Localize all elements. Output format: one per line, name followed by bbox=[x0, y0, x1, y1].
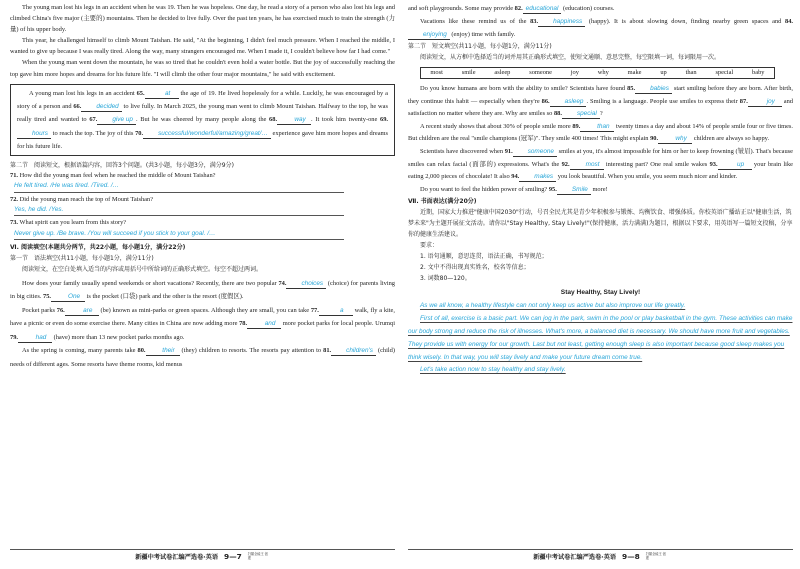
word-bank-item: joy bbox=[570, 69, 579, 76]
answer-73[interactable]: Never give up. /Be brave. /You will succeed if you stick to your goal. /… bbox=[14, 229, 344, 240]
question-list bbox=[10, 171, 395, 240]
part6-section1-instructions: 阅读短文，在空白处填入适当的内容或用括号中所给词的正确形式填空。每空不超过两词。 bbox=[22, 265, 263, 273]
part6-section1: 第一节 语法填空(共11小题，每小题1分，满分11分) bbox=[10, 254, 154, 262]
blank-89[interactable]: than bbox=[580, 122, 614, 132]
page-footer bbox=[408, 549, 793, 562]
blank-67[interactable]: give up bbox=[97, 115, 136, 125]
passage-paragraph: The young man lost his legs in an accident when he was 19. Then he was hopeless. One day, he read a story of a person who also lost his legs and climbed China's five major (主要的) mountains. Then he decided to live fully. Over the past ten years, he has exercised much to train the strength (力量) of his upper body. bbox=[10, 4, 395, 34]
cloze-passage bbox=[408, 83, 793, 196]
writing-prompt: 近期，国家大力推进"健康中国2030"行动，号召全民尤其是青少年积极参与锻炼、均衡饮食、增强体质。你校英语广播站正以"健康生活，筑梦未来"为主题开展征文活动。请你以"Stay Healthy, Stay Lively!"(保持健康，活力满满)为题目，根据以下要求，用英语写一篇短文投稿，分享你的健康生活建议。 bbox=[408, 209, 793, 239]
cloze-paragraph: Do you want to feel the hidden power of smiling? 95. Smile more! bbox=[420, 185, 608, 193]
summary-text: A young man lost his legs in an accident 65. at the age of 19. He lived hopelessly for a while. Luckily, he was encouraged by a story of a person and 66. decided to live fully. In March 2025, the young man went to climb Mount Taishan. Halfway to the top, he was really tired and wanted to 67. give up . But he was cheered by many people along the 68. way . It took him twenty-one 69.hours to reach the top. The joy of this 70. successful/wonderful/amazing/great/… experience gave him more hopes and dreams for his future life. bbox=[17, 89, 389, 150]
section2-heading: 第二节 阅读短文，根据语篇内容，回答3个问题。(共3小题，每小题3分，满分9分) bbox=[10, 162, 234, 170]
word-bank-item: special bbox=[715, 69, 734, 76]
left-page bbox=[10, 0, 395, 569]
blank-85[interactable]: babies bbox=[635, 84, 672, 94]
requirement-item: 2. 文中不得出现真实姓名，校名等信息； bbox=[420, 264, 530, 272]
word-bank-item: why bbox=[597, 69, 609, 76]
section2-heading: 第二节 短文填空(共11小题，每小题1分，满分11分) bbox=[408, 43, 552, 50]
blank-88[interactable]: special bbox=[562, 109, 600, 119]
summary-box bbox=[10, 84, 395, 156]
answer-71[interactable]: He felt tired. /He was tired. /Tired. /… bbox=[14, 181, 344, 192]
blank-82[interactable]: educational bbox=[523, 4, 562, 14]
blank-75[interactable]: One bbox=[51, 292, 85, 302]
word-bank-item: baby bbox=[752, 69, 765, 76]
grammar-continuation bbox=[408, 0, 793, 41]
question-73: 73. What spirit can you learn from this story? bbox=[10, 219, 127, 227]
blank-84[interactable]: enjoying bbox=[408, 30, 450, 40]
blank-74[interactable]: choices bbox=[286, 279, 326, 289]
requirement-item: 1. 语句通顺，意思连贯，语法正确，书写规范； bbox=[420, 253, 548, 261]
blank-76[interactable]: are bbox=[65, 306, 99, 316]
part6-heading: Ⅵ. 阅读填空(本题共分两节，共22小题，每小题1分，满分22分) bbox=[10, 243, 186, 251]
blank-70[interactable]: successful/wonderful/amazing/great/… bbox=[143, 129, 271, 139]
essay-paragraph: Let's take action now to stay healthy and stay lively. bbox=[420, 366, 566, 374]
passage-paragraph: This year, he challenged himself to climb Mount Taishan. He said, "At the beginning, I didn't feel much pressure. When I reached the middle, I wanted to give up because I was really tired. Along the way, many strangers encouraged me. When I made it, I couldn't believe how far I had come." bbox=[10, 37, 395, 56]
footer-title: 新疆中考试卷汇编严选卷·英语 bbox=[135, 553, 219, 561]
grammar-paragraph: How does your family usually spend weekends or short vacations? Recently, there are two popular 74. choices (choice) for parents living in big cities. 75. One is the pocket (口袋) park and the other is the resort (度假区). bbox=[10, 279, 395, 301]
blank-79[interactable]: had bbox=[18, 333, 52, 343]
blank-92[interactable]: most bbox=[570, 160, 604, 170]
blank-86[interactable]: asleep bbox=[550, 97, 587, 107]
cloze-paragraph: A recent study shows that about 30% of people smile more 89. than twenty times a day and about 14% of people smile four or five times. But children are the real "smile champions (冠军)". They smile 400 times! This might explain 90. why children are always so happy. bbox=[408, 122, 793, 143]
essay-answer[interactable] bbox=[408, 300, 793, 377]
blank-78[interactable]: and bbox=[247, 319, 281, 329]
word-bank-item: asleep bbox=[494, 69, 511, 76]
cloze-paragraph: Do you know humans are born with the ability to smile? Scientists have found 85. babies start smiling before they are born. After birth, they continue this habit — especially when they're 86. asleep . Smiling is a language. People use smiles to express their 87. joy and satisfaction no matter where they are. Why are smiles so 88. special ? bbox=[408, 85, 793, 118]
answer-72[interactable]: Yes, he did. /Yes. bbox=[14, 205, 344, 216]
requirement-item: 3. 词数80—120。 bbox=[420, 275, 471, 283]
cloze-paragraph: Scientists have discovered when 91. someone smiles at you, it's almost impossible for him or her to keep frowning (皱眉). That's because smiles can relax facial (面部的) expressions. What's the 92. most interesting part? One real smile wakes 93. up your brain like eating 2,000 pieces of chocolate! It also 94. makes you look beautiful. When you smile, you seem much nicer and kinder. bbox=[408, 147, 793, 181]
scanner-stamp: 扫描全能王 创建 bbox=[645, 552, 666, 560]
passage bbox=[10, 0, 395, 80]
blank-93[interactable]: up bbox=[718, 160, 752, 170]
grammar-paragraph: Pocket parks 76. are (be) known as mini-parks or green spaces. Although they are small, you can take 77. a walk, fly a kite, have a picnic or even do some exercise there. Many cities in China are now adding more 78. and more pocket parks for local people. Urumqi 79. had (have) more than 13 new pocket parks months ago. bbox=[10, 306, 395, 341]
passage-paragraph: When the young man went down the mountain, he was so tired that he couldn't even hold a water bottle. But the joy of successfully reaching the top gave him more hopes and dreams for his future life. "I will climb the other four major mountains," he said with excitement. bbox=[10, 59, 395, 78]
word-bank-item: most bbox=[430, 69, 443, 76]
grammar-paragraph: As the spring is coming, many parents take 80. their (they) children to resorts. The resorts pay attention to 81. children's (child) needs of different ages. Some resorts have theme rooms, kid menus bbox=[10, 347, 395, 368]
word-bank-item: smile bbox=[461, 69, 476, 76]
question-72: 72. Did the young man reach the top of Mount Taishan? bbox=[10, 195, 154, 203]
grammar-paragraph: Vacations like these remind us of the 83. happiness (happy). It is about slowing down, finding nearby green spaces and 84.enjoying (enjoy) time with family. bbox=[408, 15, 793, 41]
blank-68[interactable]: way bbox=[277, 115, 311, 125]
requirements-title: 要求： bbox=[420, 242, 439, 250]
footer-title: 新疆中考试卷汇编严选卷·英语 bbox=[533, 553, 617, 561]
page-number: 9—7 bbox=[224, 551, 242, 561]
blank-83[interactable]: happiness bbox=[538, 17, 585, 27]
word-bank bbox=[420, 67, 775, 79]
blank-94[interactable]: makes bbox=[519, 172, 556, 182]
page-footer bbox=[10, 549, 395, 562]
blank-87[interactable]: joy bbox=[748, 97, 782, 107]
blank-95[interactable]: Smile bbox=[557, 185, 591, 195]
essay-paragraph: As we all know, a healthy lifestyle can not only keep us active but also improve our life greatly. bbox=[420, 302, 686, 310]
blank-80[interactable]: their bbox=[146, 346, 180, 356]
question-71: 71. How did the young man feel when he reached the middle of Mount Taishan? bbox=[10, 172, 216, 180]
blank-90[interactable]: why bbox=[658, 134, 692, 144]
word-bank-item: make bbox=[627, 69, 642, 76]
grammar-passage bbox=[10, 277, 395, 372]
blank-81[interactable]: children's bbox=[331, 346, 376, 356]
part7-heading: Ⅶ. 书面表达(满分20分) bbox=[408, 198, 477, 206]
scanner-stamp: 扫描全能王 创建 bbox=[247, 552, 268, 560]
essay-paragraph: First of all, exercise is a basic part. We can jog in the park, swim in the pool or play basketball in the gym. These activities can make our body strong and reduce the risk of illnesses. What's more, a balanced diet is necessary. We should have more fruit and vegetables. They provide us with energy for our growth. Last but not least, getting enough sleep is also important because good sleep makes you think wisely. In that way, you will stay lively and make your future dream come true. bbox=[408, 315, 793, 361]
word-bank-item: up bbox=[660, 69, 667, 76]
grammar-paragraph: and soft playgrounds. Some may provide 82. educational (education) courses. bbox=[408, 5, 615, 12]
blank-65[interactable]: at bbox=[145, 89, 179, 99]
word-bank-item: someone bbox=[529, 69, 552, 76]
blank-69[interactable]: hours bbox=[17, 129, 51, 139]
blank-77[interactable]: a bbox=[319, 306, 353, 316]
page-number: 9—8 bbox=[622, 551, 640, 561]
blank-66[interactable]: decided bbox=[81, 102, 121, 112]
word-bank-item: than bbox=[685, 69, 697, 76]
essay-title: Stay Healthy, Stay Lively! bbox=[560, 289, 641, 297]
section2-instructions: 阅读短文，从方框中选择适当的词并用其正确形式填空，使短文通顺、意思完整，每空限填一词，每词限用一次。 bbox=[420, 54, 721, 61]
blank-91[interactable]: someone bbox=[513, 147, 557, 157]
right-page bbox=[408, 0, 793, 569]
